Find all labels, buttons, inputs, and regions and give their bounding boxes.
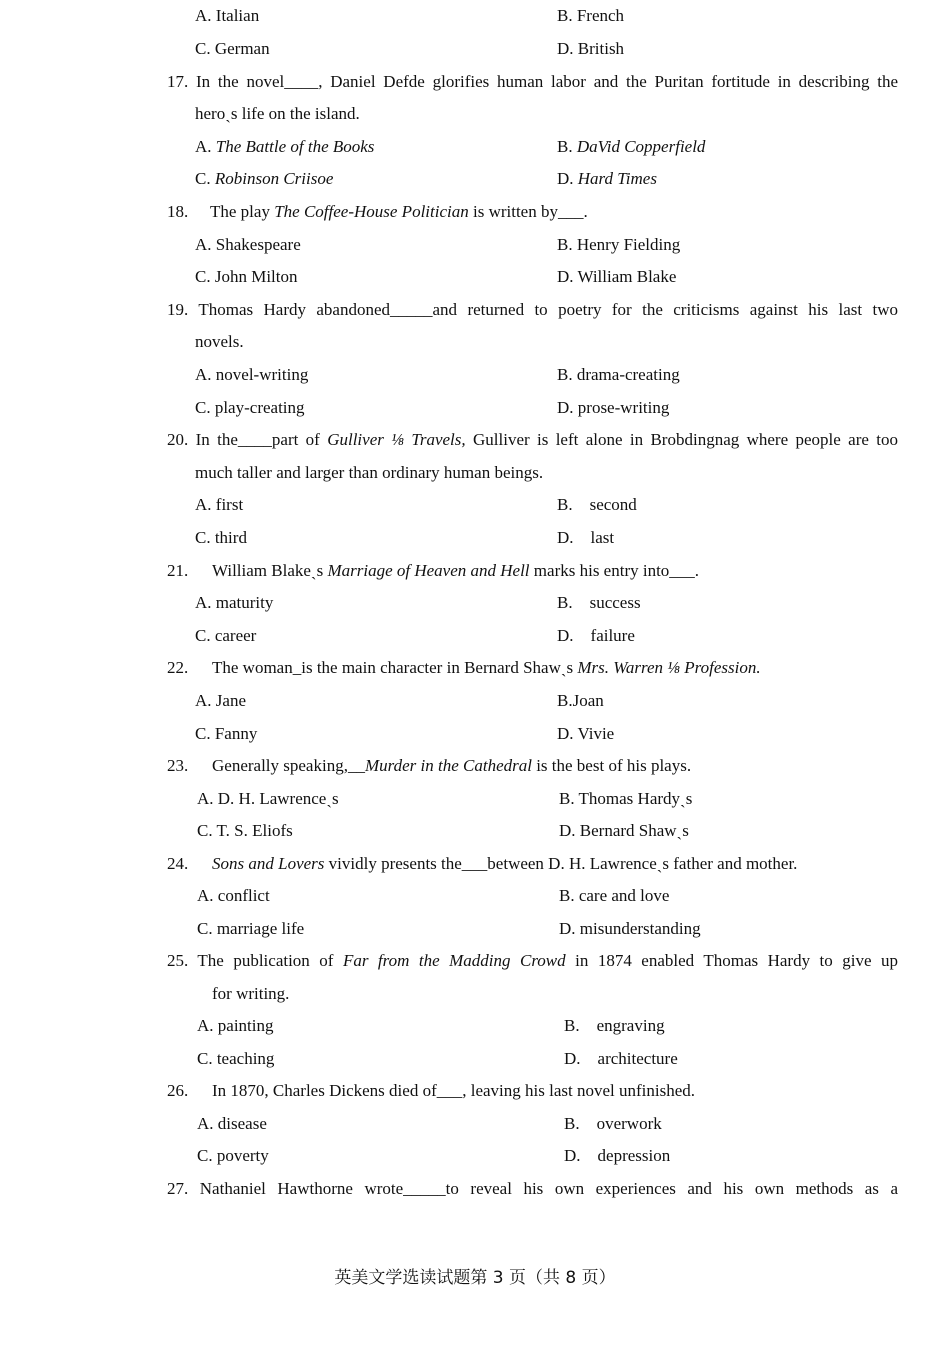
q18-stem: The play The Coffee-House Politician is written by___. <box>210 202 588 221</box>
q17-stem-line1 <box>167 71 898 93</box>
q17-option-d: D. Hard Times <box>557 169 657 188</box>
q19-stem-line1 <box>167 299 898 321</box>
q26-option-c: C. poverty <box>197 1146 269 1165</box>
q18-number: 18. <box>167 202 189 221</box>
q25-option-a: A. painting <box>197 1016 274 1035</box>
q20-stem-line2: much taller and larger than ordinary human beings. <box>195 463 544 482</box>
q23-stem: Generally speaking,__Murder in the Cathedral is the best of his plays. <box>212 756 692 775</box>
q19-option-c: C. play-creating <box>195 398 305 417</box>
q17-option-c: C. Robinson Criisoe <box>195 169 334 188</box>
q16-option-d: D. British <box>557 39 625 58</box>
q25-option-b: B. engraving <box>564 1016 665 1035</box>
q20-stem-line1: 20. In the____part of Gulliver ⅛ Travels, Gulliver is left alone in Brobdingnag where people are too <box>167 430 898 449</box>
q20-option-b: B. second <box>557 495 637 514</box>
q16-option-c: C. German <box>195 39 270 58</box>
q21-stem: William Blakeˎs Marriage of Heaven and Hell marks his entry into___. <box>212 561 700 580</box>
q19-stem-line2: novels. <box>195 332 244 351</box>
q26-number: 26. <box>167 1081 189 1100</box>
q16-option-b: B. French <box>557 6 625 25</box>
q18-option-a: A. Shakespeare <box>195 235 301 254</box>
q19-option-d: D. prose-writing <box>557 398 670 417</box>
q21-option-b: B. success <box>557 593 641 612</box>
q20-number: 20. <box>167 430 189 449</box>
q23-option-a: A. D. H. Lawrenceˎs <box>197 789 339 808</box>
q26-option-d: D. depression <box>564 1146 671 1165</box>
q17-number: 17. <box>167 72 189 91</box>
q18-option-c: C. John Milton <box>195 267 298 286</box>
q20-option-c: C. third <box>195 528 247 547</box>
q20-option-d: D. last <box>557 528 615 547</box>
q23-option-d: D. Bernard Shawˎs <box>559 821 689 840</box>
q24-option-a: A. conflict <box>197 886 270 905</box>
q24-option-c: C. marriage life <box>197 919 305 938</box>
q24-option-b: B. care and love <box>559 886 670 905</box>
q25-number: 25. <box>167 951 189 970</box>
q19-number: 19. <box>167 300 189 319</box>
q22-stem: The woman_is the main character in Bernard Shawˎs Mrs. Warren ⅛ Profession. <box>212 658 761 677</box>
q22-number: 22. <box>167 658 189 677</box>
q19-option-b: B. drama-creating <box>557 365 680 384</box>
q25-option-c: C. teaching <box>197 1049 275 1068</box>
q21-number: 21. <box>167 561 189 580</box>
q25-stem-line1: 25. The publication of Far from the Madding Crowd in 1874 enabled Thomas Hardy to give up <box>167 951 898 970</box>
page-footer: 英美文学选读试题第 3 页（共 8 页） <box>334 1268 616 1288</box>
q22-option-b: B.Joan <box>557 691 604 710</box>
q22-option-d: D. Vivie <box>557 724 615 743</box>
q22-option-a: A. Jane <box>195 691 246 710</box>
q18-option-b: B. Henry Fielding <box>557 235 681 254</box>
q26-option-b: B. overwork <box>564 1114 662 1133</box>
q18-option-d: D. William Blake <box>557 267 677 286</box>
q17-text-pre: In the novel <box>196 72 285 91</box>
q17-option-b: B. DaVid Copperfield <box>557 137 706 156</box>
q23-number: 23. <box>167 756 189 775</box>
q21-option-c: C. career <box>195 626 257 645</box>
q21-option-d: D. failure <box>557 626 635 645</box>
q22-option-c: C. Fanny <box>195 724 258 743</box>
q17-stem-text <box>167 71 898 93</box>
q17-option-a: A. The Battle of the Books <box>195 137 375 156</box>
q24-number: 24. <box>167 854 189 873</box>
q25-option-d: D. architecture <box>564 1049 678 1068</box>
q24-stem: Sons and Lovers vividly presents the___between D. H. Lawrenceˎs father and mother. <box>212 854 798 873</box>
q23-option-c: C. T. S. Eliofs <box>197 821 293 840</box>
q17-text-post: , Daniel Defde glorifies human labor and the Puritan fortitude in describing the <box>318 72 899 91</box>
q20-option-a: A. first <box>195 495 244 514</box>
q16-option-a: A. Italian <box>195 6 260 25</box>
q26-option-a: A. disease <box>197 1114 267 1133</box>
q19-text: Thomas Hardy abandoned_____and returned to poetry for the criticisms against his last two <box>198 300 898 319</box>
q25-stem-line2: for writing. <box>212 984 290 1003</box>
q27-number: 27. <box>167 1179 189 1198</box>
q24-option-d: D. misunderstanding <box>559 919 701 938</box>
q17-stem-line2: heroˎs life on the island. <box>195 104 360 123</box>
q27-text: Nathaniel Hawthorne wrote_____to reveal his own experiences and his own methods as a <box>199 1179 898 1198</box>
q27-stem-line1 <box>167 1178 898 1200</box>
q17-blank: ____ <box>284 72 319 91</box>
q26-stem: In 1870, Charles Dickens died of___, leaving his last novel unfinished. <box>212 1081 695 1100</box>
q23-option-b: B. Thomas Hardyˎs <box>559 789 693 808</box>
q21-option-a: A. maturity <box>195 593 274 612</box>
q19-option-a: A. novel-writing <box>195 365 309 384</box>
